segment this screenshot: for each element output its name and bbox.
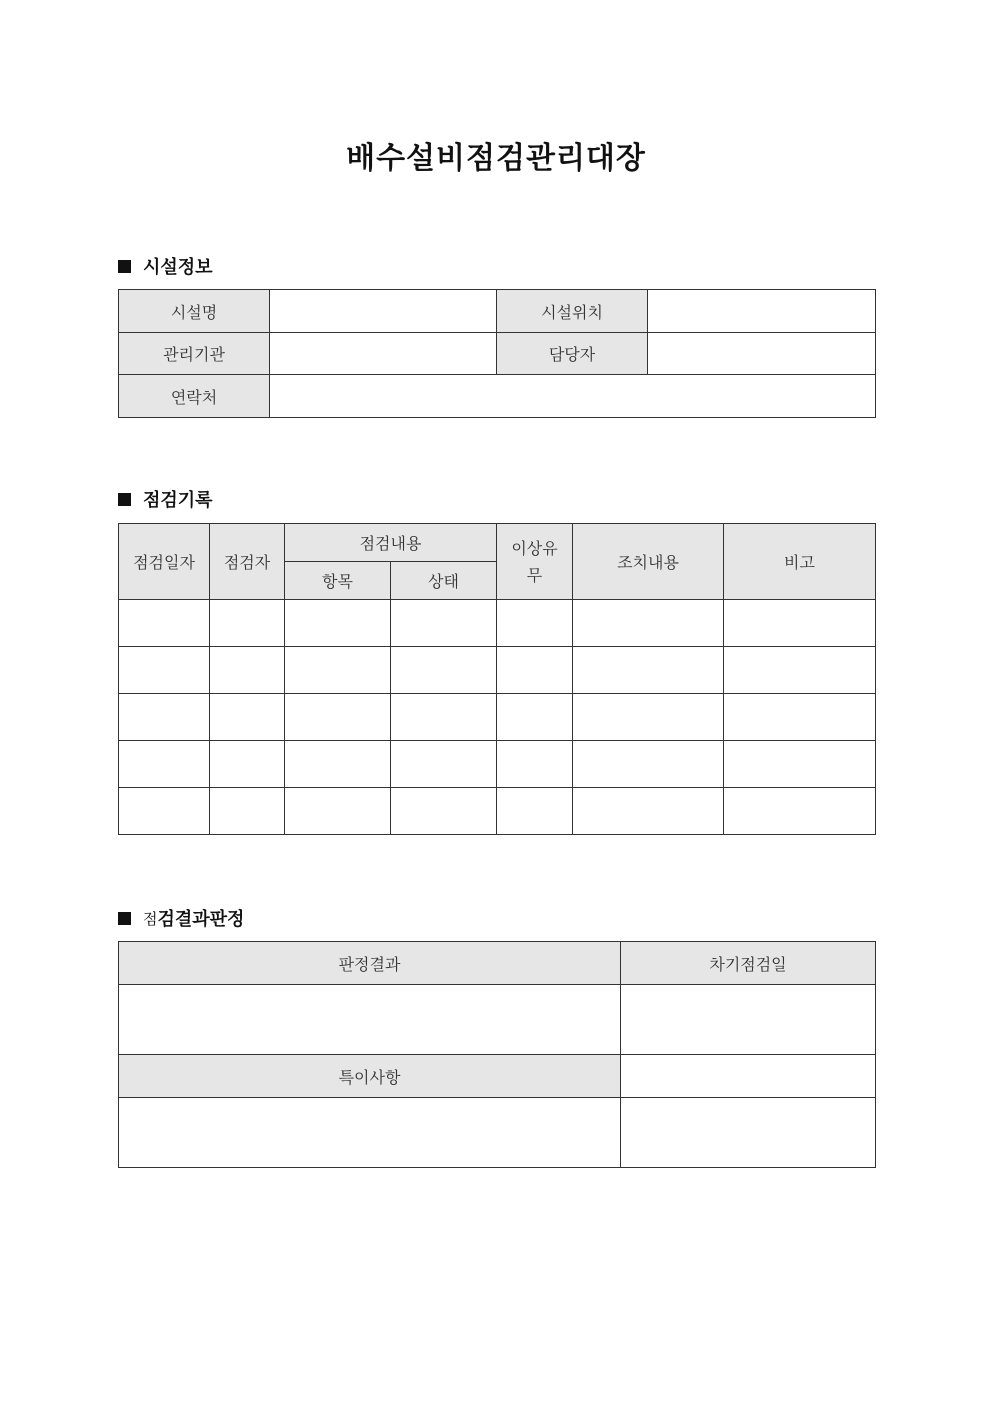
section-heading-result (118, 905, 244, 931)
inspection-records-table (118, 523, 876, 835)
status-cell[interactable] (391, 741, 497, 788)
header-inspection-content: 점검내용 (285, 524, 497, 562)
remark-cell[interactable] (724, 741, 876, 788)
remark-cell[interactable] (724, 694, 876, 741)
managing-agency-field[interactable] (270, 333, 497, 375)
date-cell[interactable] (119, 647, 210, 694)
inspector-cell[interactable] (210, 694, 285, 741)
date-cell[interactable] (119, 741, 210, 788)
next-inspection-date-field[interactable] (621, 985, 876, 1055)
remark-cell[interactable] (724, 600, 876, 647)
record-row (119, 788, 876, 835)
manager-label: 담당자 (497, 333, 648, 375)
header-item: 항목 (285, 562, 391, 600)
contact-label: 연락처 (119, 375, 270, 418)
status-cell[interactable] (391, 694, 497, 741)
date-cell[interactable] (119, 694, 210, 741)
action-cell[interactable] (573, 694, 724, 741)
remark-cell[interactable] (724, 647, 876, 694)
remark-cell[interactable] (724, 788, 876, 835)
facility-name-field[interactable] (270, 290, 497, 333)
special-notes-field[interactable] (119, 1098, 621, 1168)
section-heading-label: 검결과판정 (157, 909, 245, 930)
blank-cell[interactable] (621, 1055, 876, 1098)
section-heading-prefix: 점 (143, 909, 158, 928)
inspector-cell[interactable] (210, 788, 285, 835)
item-cell[interactable] (285, 694, 391, 741)
header-status: 상태 (391, 562, 497, 600)
abnormality-cell[interactable] (497, 788, 573, 835)
item-cell[interactable] (285, 788, 391, 835)
date-cell[interactable] (119, 600, 210, 647)
section-heading-facility (118, 253, 213, 279)
record-row (119, 600, 876, 647)
action-cell[interactable] (573, 741, 724, 788)
result-judgement-table (118, 941, 876, 1168)
manager-field[interactable] (648, 333, 876, 375)
facility-info-table (118, 289, 876, 418)
record-row (119, 741, 876, 788)
record-row (119, 694, 876, 741)
judgement-result-field[interactable] (119, 985, 621, 1055)
square-bullet-icon (118, 912, 131, 925)
blank-cell[interactable] (621, 1098, 876, 1168)
action-cell[interactable] (573, 647, 724, 694)
inspector-cell[interactable] (210, 647, 285, 694)
date-cell[interactable] (119, 788, 210, 835)
header-abnormality: 이상유 무 (497, 524, 573, 600)
item-cell[interactable] (285, 647, 391, 694)
inspector-cell[interactable] (210, 600, 285, 647)
status-cell[interactable] (391, 647, 497, 694)
inspector-cell[interactable] (210, 741, 285, 788)
section-heading-records (118, 486, 213, 512)
facility-location-label: 시설위치 (497, 290, 648, 333)
item-cell[interactable] (285, 600, 391, 647)
header-inspector: 점검자 (210, 524, 285, 600)
record-row (119, 647, 876, 694)
action-cell[interactable] (573, 788, 724, 835)
abnormality-cell[interactable] (497, 647, 573, 694)
action-cell[interactable] (573, 600, 724, 647)
square-bullet-icon (118, 260, 131, 273)
status-cell[interactable] (391, 600, 497, 647)
header-inspection-date: 점검일자 (119, 524, 210, 600)
section-heading-label: 점검기록 (143, 490, 213, 511)
header-remarks: 비고 (724, 524, 876, 600)
abnormality-cell[interactable] (497, 600, 573, 647)
header-action-taken: 조치내용 (573, 524, 724, 600)
page-title: 배수설비점검관리대장 (346, 141, 646, 176)
contact-field[interactable] (270, 375, 876, 418)
facility-name-label: 시설명 (119, 290, 270, 333)
square-bullet-icon (118, 493, 131, 506)
abnormality-cell[interactable] (497, 741, 573, 788)
item-cell[interactable] (285, 741, 391, 788)
abnormality-cell[interactable] (497, 694, 573, 741)
managing-agency-label: 관리기관 (119, 333, 270, 375)
next-inspection-date-label: 차기점검일 (621, 942, 876, 985)
judgement-result-label: 판정결과 (119, 942, 621, 985)
section-heading-label: 시설정보 (143, 257, 213, 278)
facility-location-field[interactable] (648, 290, 876, 333)
special-notes-label: 특이사항 (119, 1055, 621, 1098)
status-cell[interactable] (391, 788, 497, 835)
